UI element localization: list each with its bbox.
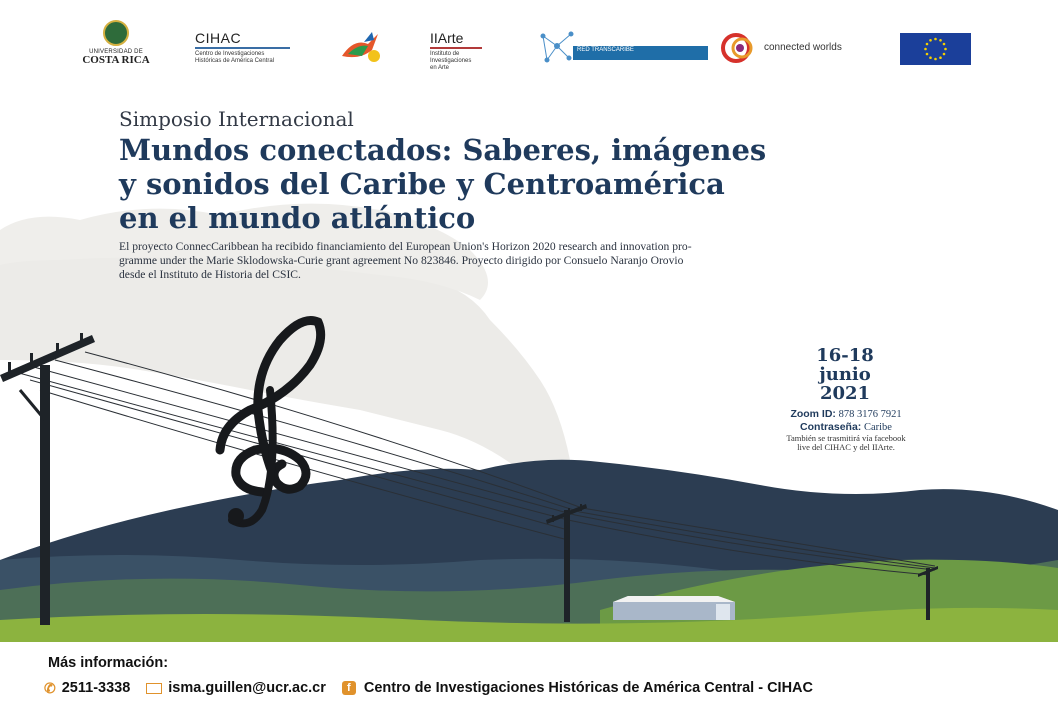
event-days: 16-18 xyxy=(816,345,874,366)
email-icon xyxy=(146,683,162,694)
iiarte-logo-name: IIArte xyxy=(430,30,464,46)
connected-worlds-name: connected worlds xyxy=(764,42,842,53)
zoom-pass-value: Caribe xyxy=(863,422,892,433)
zoom-pass-label: Contraseña: xyxy=(800,421,862,433)
symposium-subtitle: Simposio Internacional xyxy=(119,107,354,131)
connected-worlds-swirl-icon xyxy=(718,32,760,64)
zoom-details xyxy=(720,408,972,452)
funding-statement xyxy=(119,240,909,282)
ucr-logo-line2: COSTA RICA xyxy=(82,54,150,66)
cihac-logo-line1: Centro de Investigaciones xyxy=(195,51,265,57)
connected-worlds-logo xyxy=(718,32,868,64)
facebook-link[interactable]: Centro de Investigaciones Históricas de América Central - CIHAC xyxy=(363,680,813,696)
funding-line2: gramme under the Marie Sklodowska-Curie grant agreement No 823846. Proyecto dirigido por Consuelo Naranjo Orovio xyxy=(119,254,684,267)
event-month: junio xyxy=(819,364,871,385)
eu-flag-icon xyxy=(900,33,971,65)
event-title xyxy=(119,133,919,235)
event-dates xyxy=(770,346,920,403)
event-title-line1: Mundos conectados: Saberes, imágenes xyxy=(119,133,767,167)
iiarte-logo-line3: en Arte xyxy=(430,65,450,71)
event-title-line3: en el mundo atlántico xyxy=(119,201,476,235)
ucr-seal-icon xyxy=(103,20,129,46)
contact-line xyxy=(44,678,813,698)
cihac-logo xyxy=(195,30,305,65)
iiarte-logo-rule xyxy=(430,47,482,49)
more-info-heading: Más información: xyxy=(48,655,169,671)
ucr-logo-line1: UNIVERSIDAD DE xyxy=(89,49,143,55)
event-title-line2: y sonidos del Caribe y Centroamérica xyxy=(119,167,725,201)
phone-number[interactable]: 2511-3338 xyxy=(61,680,131,696)
cihac-logo-rule xyxy=(195,47,290,49)
iiarte-logo-line2: Investigaciones xyxy=(430,58,472,64)
funding-line3: desde el Instituto de Historia del CSIC. xyxy=(119,268,301,281)
event-year: 2021 xyxy=(819,383,871,404)
zoom-id-value: 878 3176 7921 xyxy=(838,409,902,420)
logo-bar xyxy=(0,0,1058,90)
cihac-logo-name: CIHAC xyxy=(195,30,242,46)
iiarte-logo xyxy=(430,30,510,72)
email-link[interactable]: isma.guillen@ucr.ac.cr xyxy=(168,680,326,696)
red-transcaribe-logo xyxy=(537,28,677,66)
bird-logo-icon xyxy=(338,30,384,66)
stream-note-line1: También se trasmitirá vía facebook xyxy=(786,433,906,443)
network-icon xyxy=(537,28,577,66)
barn-shape xyxy=(613,596,735,620)
stream-note-line2: live del CIHAC y del IIArte. xyxy=(797,442,895,452)
cihac-logo-line2: Históricas de América Central xyxy=(195,58,275,64)
ucr-logo xyxy=(78,20,154,72)
phone-icon: ✆ xyxy=(44,679,56,696)
zoom-id-label: Zoom ID: xyxy=(790,408,836,420)
iiarte-logo-line1: Instituto de xyxy=(430,51,460,57)
facebook-icon: f xyxy=(342,681,356,695)
funding-line1: El proyecto ConnecCaribbean ha recibido financiamiento del European Union's Horizon 2020 research and innovation pro- xyxy=(119,240,692,253)
zoom-id-line xyxy=(720,408,972,421)
red-transcaribe-name: RED TRANSCARIBE xyxy=(573,46,708,60)
